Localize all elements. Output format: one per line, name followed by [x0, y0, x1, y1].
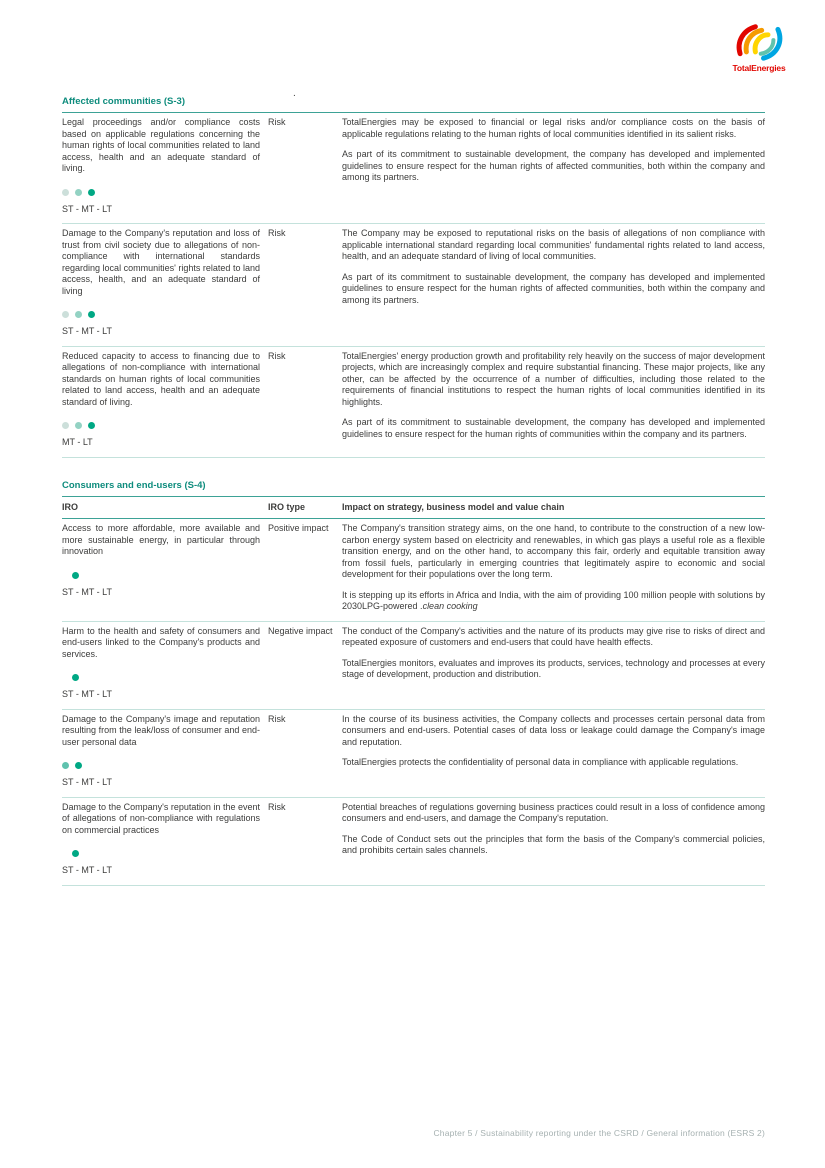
- section-title: Affected communities (S-3): [62, 96, 765, 113]
- materiality-dot-icon: [72, 674, 79, 681]
- materiality-dot-icon: [88, 189, 95, 196]
- impact-text-italic: clean cooking: [422, 601, 478, 612]
- impact-cell: [342, 351, 765, 449]
- materiality-dot-icon: [88, 422, 95, 429]
- impact-paragraph: TotalEnergies monitors, evaluates and improves its products, services, technology and processes at every stage of development, production and distribution.: [342, 657, 765, 680]
- materiality-dots: [62, 762, 260, 769]
- time-horizon: ST - MT - LT: [62, 586, 113, 597]
- section-consumers-end-users: [62, 480, 765, 886]
- iro-type-cell: Risk: [268, 228, 286, 239]
- iro-description: Legal proceedings and/or compliance costs based on applicable regulations concerning the human rights of local communities related to land access, health and an adequate standard of living.: [62, 117, 260, 174]
- materiality-dot-icon: [62, 762, 69, 769]
- totalenergies-wordmark: TotalEnergies: [732, 63, 786, 73]
- iro-type-cell: Risk: [268, 801, 286, 812]
- time-horizon: ST - MT - LT: [62, 203, 113, 214]
- impact-cell: [342, 228, 765, 338]
- iro-type-cell: Risk: [268, 117, 286, 127]
- materiality-dot-icon: [72, 850, 79, 857]
- materiality-dot-icon: [75, 422, 82, 429]
- impact-cell: [342, 802, 765, 877]
- materiality-dots: [62, 850, 260, 857]
- time-horizon: ST - MT - LT: [62, 689, 113, 700]
- impact-cell: [342, 714, 765, 789]
- section-title: Consumers and end-users (S-4): [62, 480, 765, 497]
- time-horizon: ST - MT - LT: [62, 865, 113, 876]
- impact-paragraph: As part of its commitment to sustainable development, the company has developed and implemented guidelines to ensure respect for the human rights of communities within the company and its partners.: [342, 417, 765, 439]
- iro-description: Access to more affordable, more available and more sustainable energy, in particular through innovation: [62, 523, 260, 557]
- iro-description: Reduced capacity to access to financing due to allegations of non-compliance with international standards on human rights of local communities related to land access, health and an adequate standard of living.: [62, 350, 260, 407]
- materiality-dots: [62, 422, 260, 429]
- impact-cell: [342, 523, 765, 613]
- materiality-dots: [62, 189, 260, 196]
- impact-text: It is stepping up its efforts in Africa and India, with the aim of providing 100 million people with solutions by 2030LPG-powered .: [342, 589, 765, 612]
- materiality-dots: [62, 674, 260, 681]
- materiality-dot-icon: [75, 762, 82, 769]
- time-horizon: ST - MT - LT: [62, 326, 113, 337]
- materiality-dot-icon: [62, 422, 69, 429]
- section-affected-communities: [62, 96, 765, 458]
- table-header: [62, 497, 765, 519]
- impact-paragraph: The conduct of the Company's activities and the nature of its products may give rise to risks of direct and repeated exposure of customers and end-users that could have health effects.: [342, 625, 765, 648]
- footer-caption: Chapter 5 / Sustainability reporting under the CSRD / General information (ESRS 2): [433, 1128, 765, 1138]
- materiality-dot-icon: [88, 311, 95, 318]
- iro-type-cell: Risk: [268, 350, 286, 361]
- iro-row: [62, 224, 765, 347]
- iro-row: [62, 710, 765, 798]
- iro-cell: [62, 523, 268, 613]
- materiality-dots: [62, 572, 260, 579]
- materiality-dot-icon: [75, 311, 82, 318]
- iro-description: Harm to the health and safety of consumers and end-users linked to the Company's products and services.: [62, 625, 260, 659]
- iro-cell: [62, 714, 268, 789]
- impact-paragraph: As part of its commitment to sustainable development, the company has developed and implemented guidelines to ensure respect for the human rights of affected communities, both within the company and among its partners.: [342, 149, 765, 183]
- impact-cell: [342, 626, 765, 701]
- iro-row: [62, 798, 765, 886]
- iro-row: [62, 347, 765, 458]
- impact-paragraph: TotalEnergies protects the confidentiality of personal data in compliance with applicable regulations.: [342, 757, 739, 768]
- materiality-dot-icon: [75, 189, 82, 196]
- iro-description: Damage to the Company's reputation in the event of allegations of non-compliance with regulations on commercial practices: [62, 801, 260, 835]
- materiality-dot-icon: [72, 572, 79, 579]
- impact-paragraph: TotalEnergies may be exposed to financial or legal risks and/or compliance costs on the basis of applicable regulations relating to the human rights of local communities identified in its salient risks.: [342, 117, 765, 139]
- stray-mark: .: [293, 88, 296, 99]
- materiality-dot-icon: [62, 311, 69, 318]
- impact-paragraph: As part of its commitment to sustainable development, the company has developed and implemented guidelines to ensure respect for the human rights of affected communities, both within the company and among its partners.: [342, 271, 765, 305]
- time-horizon: ST - MT - LT: [62, 777, 113, 788]
- impact-paragraph: The Company may be exposed to reputational risks on the basis of allegations of non compliance with applicable international standard regarding local communities' fundamental rights related to land access, health, and an adequate standard of living of local communities.: [342, 228, 765, 262]
- iro-cell: [62, 626, 268, 701]
- iro-cell: [62, 351, 268, 449]
- iro-row: [62, 622, 765, 710]
- iro-row: [62, 519, 765, 622]
- iro-description: Damage to the Company's reputation and loss of trust from civil society due to allegations of non-compliance with international standards regarding local communities' rights related to land access, health, and an adequate standard of living: [62, 228, 260, 296]
- impact-paragraph: In the course of its business activities, the Company collects and processes certain personal data from consumers and end-users. Potential cases of data loss or leakage could damage the Company's image and reputation.: [342, 713, 765, 747]
- impact-paragraph: The Company's transition strategy aims, on the one hand, to contribute to the construction of a new low-carbon energy system based on electricity and renewables, in which gas plays a useful role as a flexible transition energy, and on the other hand, to accompany this fair, orderly and equitable transition away from fossil fuels, particularly in emerging countries that legitimately aspire to economic and social development for their populations over the long term.: [342, 523, 765, 580]
- iro-description: Damage to the Company's image and reputation resulting from the leak/loss of consumer and end-user personal data: [62, 713, 260, 747]
- iro-row: [62, 113, 765, 224]
- impact-paragraph: [342, 590, 765, 613]
- column-header-impact: Impact on strategy, business model and value chain: [342, 501, 565, 512]
- impact-paragraph: Potential breaches of regulations governing business practices could result in a loss of confidence among consumers and end-users, and damage the Company's reputation.: [342, 801, 765, 824]
- impact-cell: [342, 117, 765, 215]
- column-header-iro: IRO: [62, 501, 79, 512]
- impact-paragraph: TotalEnergies' energy production growth and profitability rely heavily on the success of major development projects, which are increasingly complex and require substantial financing. These major projects, like any other, can be affected by the occurrence of a number of difficulties, including those related to the requirements of financial institutions to respect the human rights of local communities identified in its highlights.: [342, 350, 765, 407]
- time-horizon: MT - LT: [62, 437, 93, 448]
- iro-type-cell: Positive impact: [268, 523, 329, 534]
- page-content: [62, 0, 765, 886]
- column-header-iro-type: IRO type: [268, 501, 306, 512]
- materiality-dot-icon: [62, 189, 69, 196]
- iro-cell: [62, 802, 268, 877]
- iro-type-cell: Risk: [268, 713, 286, 724]
- materiality-dots: [62, 311, 260, 318]
- iro-cell: [62, 117, 268, 215]
- iro-type-cell: Negative impact: [268, 625, 333, 636]
- impact-paragraph: The Code of Conduct sets out the principles that form the basis of the Company's commercial policies, and prohibits certain sales channels.: [342, 833, 765, 856]
- iro-cell: [62, 228, 268, 338]
